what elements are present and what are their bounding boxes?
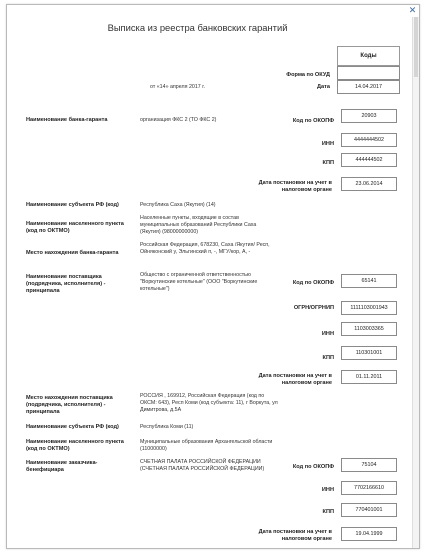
customer-value: СЧЕТНАЯ ПАЛАТА РОССИЙСКОЙ ФЕДЕРАЦИИ (СЧЕТНАЯ ПАЛАТА РОССИЙСКОЙ ФЕДЕРАЦИИ) xyxy=(140,459,265,472)
bank-location-label: Место нахождения банка-гаранта xyxy=(26,250,119,256)
bank-inn-value: 4444444502 xyxy=(341,133,397,147)
supplier-location-value: РОССИЯ , 169912, Российская Федерация (код по ОКСМ: 643), Респ Коми (код субъекта: 11), г Воркута, ул Димитрова, д.5А xyxy=(140,393,278,413)
bank-reg-date-label: Дата постановки на учет в налоговом органе xyxy=(258,180,332,193)
date-value: 14.04.2017 xyxy=(337,80,400,94)
supplier-inn-label: ИНН xyxy=(321,331,334,337)
customer-okopf-value: 75104 xyxy=(341,458,397,472)
supplier-location-label: Место нахождения поставщика (подрядчика, исполнителя) - принципала xyxy=(26,395,113,415)
customer-reg-date-value: 19.04.1999 xyxy=(341,527,397,541)
bank-inn-label: ИНН xyxy=(321,141,334,147)
bank-location-value: Российская Федерация, 678230, Саха /Якутия/ Респ, Ойняконский у, Эльгинский п, -, МГУ/кор, А, - xyxy=(140,242,270,255)
customer-okopf-label: Код по ОКОПФ xyxy=(292,464,334,470)
settlement-label: Наименование населенного пункта (код по ОКТМО) xyxy=(26,221,124,234)
settlement2-value: Муниципальные образования Архангельской области (11000000) xyxy=(140,439,273,452)
subject-label: Наименование субъекта РФ (код) xyxy=(26,202,119,208)
bank-value: организация ФКС 2 (ТО ФКС 2) xyxy=(140,117,217,123)
settlement-value: Населенные пункты, входящие в состав муниципальных образований Республики Саха (Якутия) (98000000000) xyxy=(140,215,257,235)
bank-kpp-label: КПП xyxy=(322,160,334,166)
bank-reg-date-value: 23.06.2014 xyxy=(341,177,397,191)
supplier-reg-date-value: 01.11.2011 xyxy=(341,370,397,384)
customer-reg-date-label: Дата постановки на учет в налоговом органе xyxy=(258,529,332,542)
supplier-kpp-value: 110301001 xyxy=(341,346,397,360)
supplier-kpp-label: КПП xyxy=(322,355,334,361)
bank-label: Наименование банка-гаранта xyxy=(26,117,108,123)
codes-header: Коды xyxy=(337,46,400,66)
supplier-okopf-value: 65141 xyxy=(341,274,397,288)
subject2-label: Наименование субъекта РФ (код) xyxy=(26,424,119,430)
okud-label: Форма по ОКУД xyxy=(286,72,330,78)
customer-kpp-label: КПП xyxy=(322,509,334,515)
customer-inn-value: 7702166610 xyxy=(341,481,397,495)
bank-okopf-value: 20903 xyxy=(341,109,397,123)
customer-kpp-value: 770401001 xyxy=(341,503,397,517)
date-line: от «14» апреля 2017 г. xyxy=(150,84,205,90)
settlement2-label: Наименование населенного пункта (код по ОКТМО) xyxy=(26,439,124,452)
date-label: Дата xyxy=(317,84,330,90)
close-icon[interactable]: ✕ xyxy=(408,5,417,15)
scrollbar-thumb[interactable] xyxy=(414,17,418,77)
customer-label: Наименование заказчика-бенефициара xyxy=(26,460,98,473)
okud-value xyxy=(337,66,400,80)
supplier-okopf-label: Код по ОКОПФ xyxy=(292,280,334,286)
supplier-inn-value: 1103003365 xyxy=(341,322,397,336)
page-title: Выписка из реестра банковских гарантий xyxy=(107,22,288,33)
supplier-label: Наименование поставщика (подрядчика, исполнителя) - принципала xyxy=(26,274,106,294)
supplier-ogrn-value: 1111103001943 xyxy=(341,301,397,315)
subject2-value: Республика Коми (11) xyxy=(140,424,194,430)
supplier-reg-date-label: Дата постановки на учет в налоговом органе xyxy=(258,373,332,386)
customer-inn-label: ИНН xyxy=(321,487,334,493)
vertical-scrollbar[interactable] xyxy=(412,17,419,548)
subject-value: Республика Саха (Якутия) (14) xyxy=(140,202,216,208)
bank-okopf-label: Код по ОКОПФ xyxy=(292,118,334,124)
supplier-ogrn-label: ОГРН/ОГРНИП xyxy=(293,305,334,311)
bank-kpp-value: 444444502 xyxy=(341,153,397,167)
supplier-value: Общество с ограниченной ответственностью "Воркутинские котельные" (ООО "Воркутинские котельные") xyxy=(140,272,258,292)
